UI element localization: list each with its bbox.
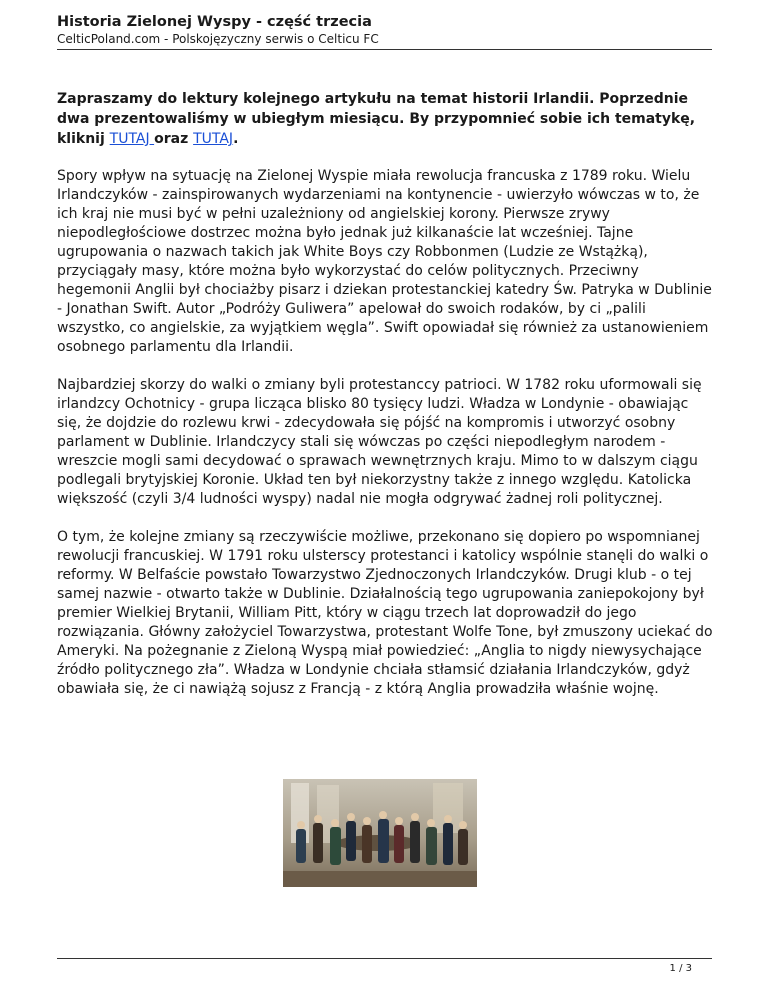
paragraph-french-revolution: Spory wpływ na sytuację na Zielonej Wyspie miała rewolucja francuska z 1789 roku. Wielu Irlandczyków - zainspirowanych wydarzeniami na kontynencie - uwierzyło wówczas w to, że ich kraj nie musi być w pełni uzależniony od angielskiej korony. Pierwsze zrywy niepodległościowe dostrzec można było jednak już kilkanaście lat wcześniej. Tajne ugrupowania o nazwach takich jak White Boys czy Robbonmen (Ludzie ze Wstążką), przyciągały masy, które można było wykorzystać do celów politycznych. Przeciwny hegemonii Anglii był chociażby pisarz i dziekan protestanckiej katedry Św. Patryka w Dublinie - Jonathan Swift. Autor „Podróży Guliwera” apelował do swoich rodaków, by ci „palili wszystko, co angielskie, za wyjątkiem węgla”. Swift opowiadał się również za ustanowieniem osobnego parlamentu dla Irlandii.: [57, 168, 712, 355]
intro-conjunction: oraz: [154, 131, 194, 147]
historical-painting-image: [283, 779, 477, 887]
document-header: [57, 12, 712, 47]
article-body: [57, 89, 717, 718]
intro-paragraph: [57, 89, 717, 149]
paragraph-united-irishmen: O tym, że kolejne zmiany są rzeczywiście możliwe, przekonano się dopiero po wspomnianej rewolucji francuskiej. W 1791 roku ulsterscy protestanci i katolicy wspólnie stanęli do walki o reformy. W Belfaście powstało Towarzystwo Zjednoczonych Irlandczyków. Drugi klub - o tej samej nazwie - otwarto także w Dublinie. Działalnością tego ugrupowania zaniepokojony był premier Wielkiej Brytanii, William Pitt, który w ciągu trzech lat doprowadził do jego rozwiązania. Główny założyciel Towarzystwa, protestant Wolfe Tone, był zmuszony uciekać do Ameryki. Na pożegnanie z Zieloną Wyspą miał powiedzieć: „Anglia to nigdy niewysychające źródło politycznego zła”. Władza w Londynie chciała stłamsić działania Irlandczyków, gdyż obawiała się, że ci nawiążą sojusz z Francją - z którą Anglia prowadziła właśnie wojnę.: [57, 529, 713, 697]
document-subtitle: CelticPoland.com - Polskojęzyczny serwis o Celticu FC: [57, 32, 379, 46]
intro-period: .: [233, 131, 239, 147]
footer-divider: [57, 958, 712, 959]
paragraph-volunteers: Najbardziej skorzy do walki o zmiany byli protestanccy patrioci. W 1782 roku uformowali się irlandzcy Ochotnicy - grupa licząca blisko 80 tysięcy ludzi. Władza w Londynie - obawiając się, że dojdzie do rozlewu krwi - zdecydowała się pójść na kompromis i utworzyć osobny parlament w Dublinie. Irlandczycy stali się wówczas po części niepodległym narodem - wreszcie mogli sami decydować o sprawach wewnętrznych kraju. Mimo to w dalszym ciągu podlegali brytyjskiej Koronie. Układ ten był niekorzystny także z innego względu. Katolicka większość (czyli 3/4 ludności wyspy) nadal nie mogła odgrywać żadnej roli politycznej.: [57, 377, 702, 507]
header-divider: [57, 49, 712, 50]
intro-text: Zapraszamy do lektury kolejnego artykułu na temat historii Irlandii. Poprzednie dwa prezentowaliśmy w ubiegłym miesiącu. By przypomnieć sobie ich tematykę, kliknij: [57, 91, 696, 147]
document-title: Historia Zielonej Wyspy - część trzecia: [57, 14, 372, 30]
page-number: 1 / 3: [669, 963, 692, 974]
link-part-one[interactable]: TUTAJ: [109, 131, 155, 147]
link-part-two[interactable]: TUTAJ: [193, 131, 234, 147]
